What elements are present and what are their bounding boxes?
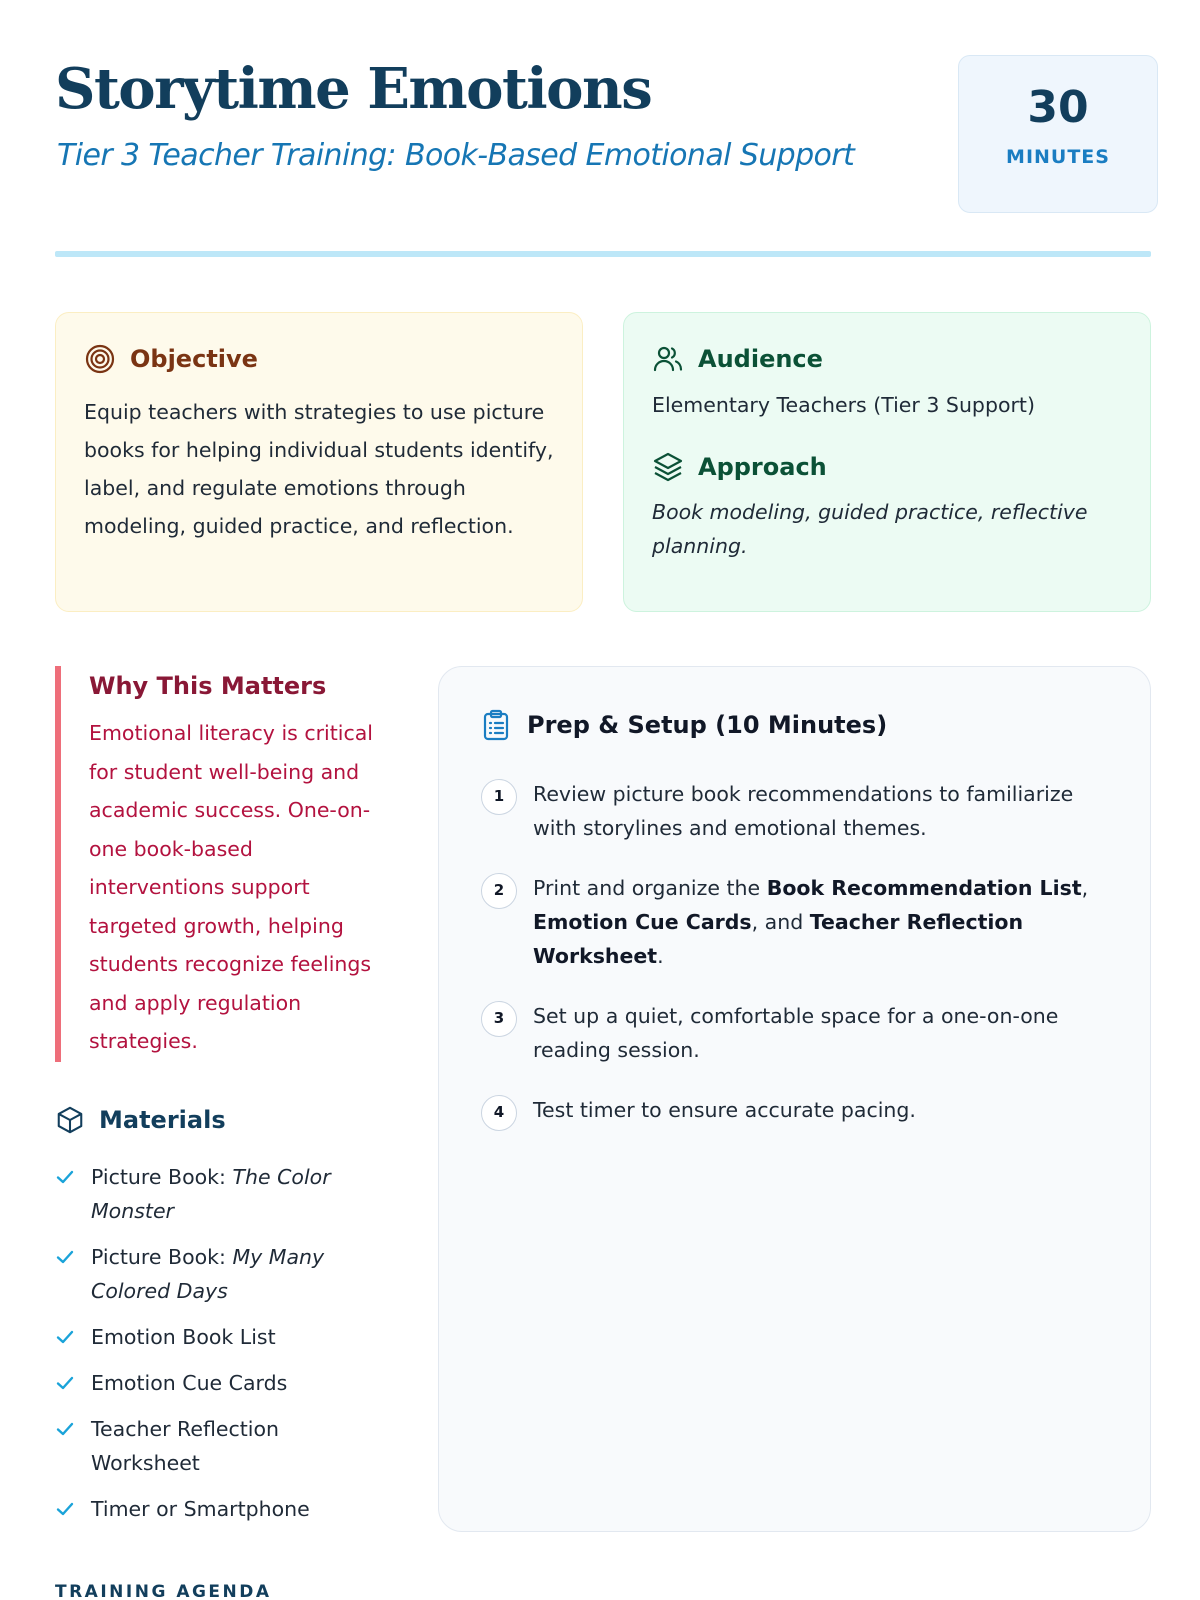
duration-value: 30 xyxy=(1027,82,1089,133)
list-item xyxy=(55,1160,385,1228)
list-item xyxy=(481,777,1101,845)
material-text: Timer or Smartphone xyxy=(91,1497,310,1521)
step-number: 2 xyxy=(481,873,517,909)
audience-label: Audience xyxy=(698,345,823,373)
approach-heading xyxy=(652,451,827,483)
approach-label: Approach xyxy=(698,453,827,481)
materials-heading xyxy=(55,1105,226,1135)
step-text: Set up a quiet, comfortable space for a one-on-one reading session. xyxy=(533,1004,1059,1062)
layers-icon xyxy=(652,451,684,483)
duration-unit: MINUTES xyxy=(1006,146,1110,168)
approach-text: Book modeling, guided practice, reflective planning. xyxy=(652,500,1088,558)
box-icon xyxy=(55,1105,85,1135)
prep-setup-panel xyxy=(438,666,1151,1532)
objective-text: Equip teachers with strategies to use picture books for helping individual students identify, label, and regulate emotions through modeling, guided practice, and reflection. xyxy=(84,400,554,538)
step-number: 1 xyxy=(481,779,517,815)
users-icon xyxy=(652,343,684,375)
material-text: Picture Book: My Many Colored Days xyxy=(91,1245,325,1303)
page-title: Storytime Emotions xyxy=(55,56,652,122)
check-icon xyxy=(55,1419,75,1439)
objective-card xyxy=(55,312,583,612)
step-text: Review picture book recommendations to familiarize with storylines and emotional themes. xyxy=(533,782,1074,840)
why-this-matters xyxy=(55,666,385,1062)
materials-list xyxy=(55,1160,385,1538)
material-text: Emotion Book List xyxy=(91,1325,276,1349)
list-item xyxy=(55,1366,385,1400)
step-text: Print and organize the Book Recommendation List, Emotion Cue Cards, and Teacher Reflection Worksheet. xyxy=(533,876,1089,968)
material-text: Picture Book: The Color Monster xyxy=(91,1165,331,1223)
page-subtitle: Tier 3 Teacher Training: Book-Based Emotional Support xyxy=(57,138,855,173)
check-icon xyxy=(55,1499,75,1519)
clipboard-list-icon xyxy=(481,709,511,741)
list-item xyxy=(55,1320,385,1354)
step-number: 4 xyxy=(481,1095,517,1131)
check-icon xyxy=(55,1327,75,1347)
step-number: 3 xyxy=(481,1001,517,1037)
material-text: Teacher Reflection Worksheet xyxy=(91,1417,280,1475)
list-item xyxy=(481,999,1101,1067)
prep-label: Prep & Setup (10 Minutes) xyxy=(527,711,888,739)
audience-heading xyxy=(652,343,823,375)
check-icon xyxy=(55,1373,75,1393)
prep-steps xyxy=(481,777,1101,1157)
audience-text: Elementary Teachers (Tier 3 Support) xyxy=(652,393,1035,417)
list-item xyxy=(481,871,1101,973)
prep-heading xyxy=(481,709,887,741)
header xyxy=(55,50,1145,225)
list-item xyxy=(55,1492,385,1526)
objective-heading xyxy=(84,343,258,375)
list-item xyxy=(481,1093,1101,1131)
objective-label: Objective xyxy=(130,345,258,373)
training-agenda-heading: TRAINING AGENDA xyxy=(55,1582,272,1600)
header-divider xyxy=(55,251,1151,257)
why-title: Why This Matters xyxy=(89,672,327,700)
step-text: Test timer to ensure accurate pacing. xyxy=(533,1098,916,1122)
duration-badge xyxy=(958,55,1158,213)
material-text: Emotion Cue Cards xyxy=(91,1371,288,1395)
check-icon xyxy=(55,1247,75,1267)
list-item xyxy=(55,1240,385,1308)
materials-label: Materials xyxy=(99,1106,226,1134)
why-text: Emotional literacy is critical for student well-being and academic success. One-on-one book-based interventions support targeted growth, helping students recognize feelings and apply regulation strategies. xyxy=(89,721,374,1053)
check-icon xyxy=(55,1167,75,1187)
target-icon xyxy=(84,343,116,375)
list-item xyxy=(55,1412,385,1480)
audience-card xyxy=(623,312,1151,612)
